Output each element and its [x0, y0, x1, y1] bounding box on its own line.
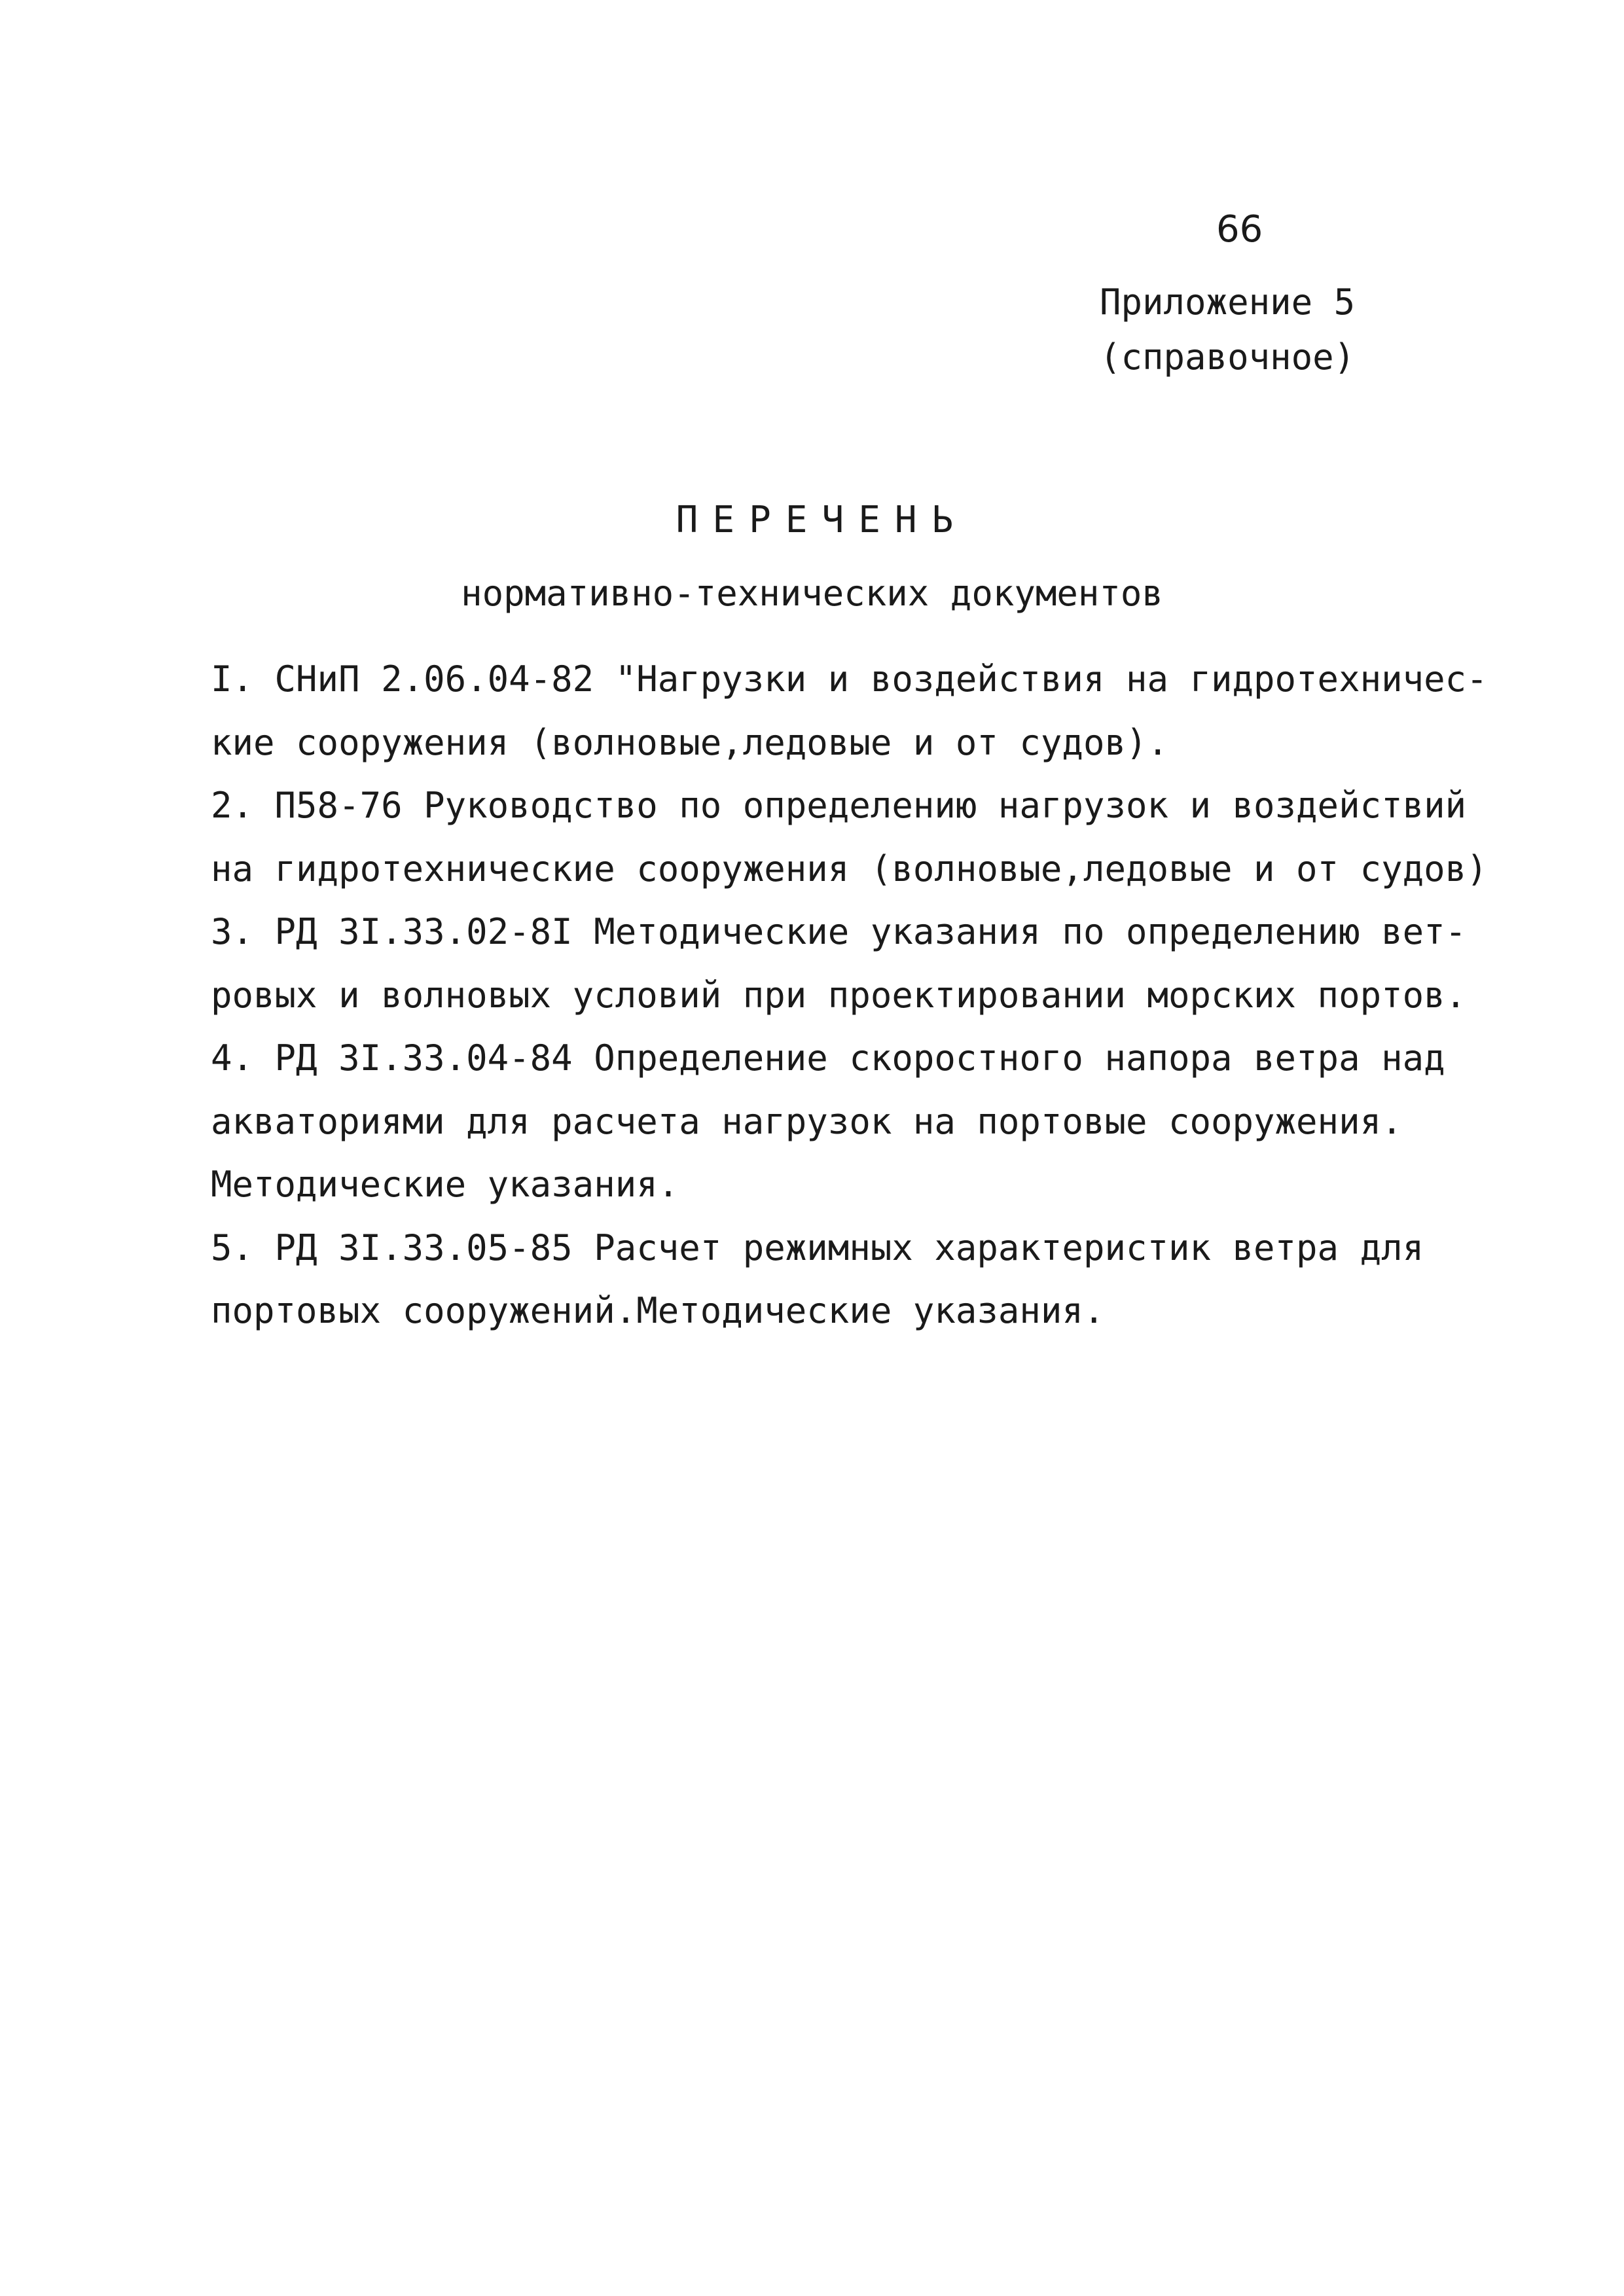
list-line: Методические указания.	[211, 1164, 679, 1205]
list-line: на гидротехнические сооружения (волновые,ледовые и от судов)	[211, 848, 1488, 889]
list-line: 4. РД 3I.33.04-84 Определение скоростного напора ветра над	[211, 1037, 1445, 1079]
page-number: 66	[1216, 208, 1263, 251]
appendix-label	[1100, 275, 1355, 385]
list-line: 2. П58-76 Руководство по определению нагрузок и воздействий	[211, 785, 1467, 826]
list-line: 3. РД 3I.33.02-8I Методические указания по определению вет-	[211, 911, 1467, 952]
document-title: ПЕРЕЧЕНЬ	[676, 499, 968, 541]
list-line: 5. РД 3I.33.05-85 Расчет режимных характеристик ветра для	[211, 1227, 1424, 1268]
list-line: акваториями для расчета нагрузок на портовые сооружения.	[211, 1100, 1403, 1142]
list-line: портовых сооружений.Методические указания.	[211, 1290, 1105, 1331]
document-subtitle: нормативно-технических документов	[461, 573, 1163, 614]
list-line: кие сооружения (волновые,ледовые и от судов).	[211, 721, 1168, 763]
appendix-number: Приложение 5	[1100, 281, 1356, 323]
list-line: ровых и волновых условий при проектировании морских портов.	[211, 974, 1467, 1016]
list-line: I. СНиП 2.06.04-82 "Нагрузки и воздействия на гидротехничес-	[211, 658, 1488, 700]
appendix-type: (справочное)	[1100, 336, 1356, 378]
document-list	[211, 648, 1488, 1343]
